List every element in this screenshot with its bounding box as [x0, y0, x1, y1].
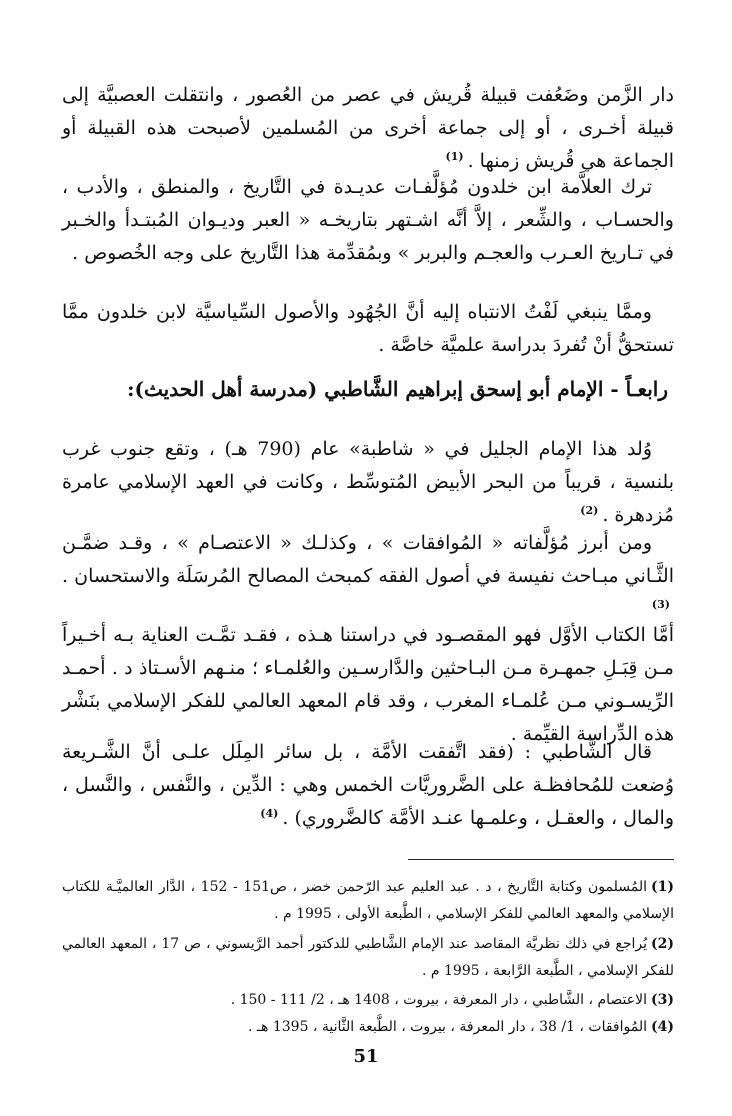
footnote-number: (3): [651, 992, 674, 1008]
footnote-reference[interactable]: (4): [260, 806, 279, 820]
body-paragraph: [62, 736, 674, 835]
footnote: [62, 874, 674, 928]
footnote-number: (1): [650, 879, 674, 895]
footnote-reference[interactable]: (3): [651, 597, 670, 611]
paragraph-text: ترك العلاَّمة ابن خلدون مُؤلَّفـات عديـدة في التَّاريخ ، والمنطق ، والأدب ، والحسـاب ، والشِّعر ، إلاَّ أنَّه اشـتهر بتاريخـه « العبر وديـوان المُبتـدأ والخـبر في تـاريخ العـرب والعجـم والبربر » وبمُقدِّمة هذا التَّاريخ على وجه الخُصوص .: [62, 176, 674, 264]
body-paragraph: [62, 296, 674, 362]
paragraph-text: وُلد هذا الإمام الجليل في « شاطبة» عام (790 هـ) ، وتقع جنوب غرب بلنسية ، قريباً من البحر الأبيض المُتوسِّط ، وكانت في العهد الإسلامي عامرة مُزدهرة .: [62, 438, 674, 526]
paragraph-text: أمَّا الكتاب الأوَّل فهو المقصـود في دراستنا هـذه ، فقـد تمَّـت العناية بـه أخـيراً مـن قِبَـلِ جمهـرة مـن البـاحثين والدَّارسـين والعُلمـاء ؛ منـهم الأسـتاذ د . أحمـد الرِّيسـوني مـن عُلمـاء المغرب ، وقد قام المعهد العالمي للفكر الإسلامي بنَشْر هذه الدِّراسة القيِّمة .: [62, 624, 674, 745]
footnote-number: (2): [651, 936, 674, 952]
body-paragraph: [62, 433, 674, 532]
paragraph-text: وممَّا ينبغي لَفْتُ الانتباه إليه أنَّ الجُهُود والأصول السِّياسيَّة لابن خلدون ممَّا تستحقُّ أنْ تُفردَ بدراسة علميَّة خاصَّة .: [62, 301, 674, 356]
paragraph-text: دار الزَّمن وضَعُفت قبيلة قُريش في عصر من العُصور ، وانتقلت العصبيَّة إلى قبيلة أخـرى ، أو إلى جماعة أخرى من المُسلمين لأصبحت هذه القبيلة أو الجماعة هي قُريش زمنها .: [62, 84, 674, 172]
paragraph-text: ومن أبرز مُؤلَّفاته « المُوافقات » ، وكذلـك « الاعتصـام » ، وقـد ضمَّـن الثَّـاني مبـاحث نفيسة في أصول الفقه كمبحث المصالح المُرسَلَة والاستحسان .: [62, 532, 674, 587]
body-paragraph: [62, 171, 674, 270]
footnote-text: المُسلمون وكتابة التَّاريخ ، د . عبد العليم عبد الرّحمن خضر ، ص151 - 152 ، الدَّار العالميَّـة للكتاب الإسلامي والمعهد العالمي للفكر الإسلامي ، الطَّبعة الأولى ، 1995 م .: [62, 879, 674, 922]
footnote: [62, 1014, 674, 1041]
body-paragraph: [62, 619, 674, 751]
footnote-number: (4): [651, 1019, 674, 1035]
footnote: [62, 931, 674, 985]
page-number: 51: [353, 1046, 379, 1067]
footnote-reference[interactable]: (1): [445, 149, 464, 163]
footnote: [62, 987, 674, 1014]
section-heading: رابعـاً - الإمام أبو إسحق إبراهيم الشَّاطبي (مدرسة أهل الحديث):: [127, 377, 668, 401]
body-paragraph: [62, 79, 674, 178]
footnote-text: يُراجع في ذلك نظريَّة المقاصد عند الإمام الشَّاطبي للدكتور أحمد الرَّيسوني ، ص 17 ، المعهد العالمي للفكر الإسلامي ، الطَّبعة الرَّابعة ، 1995 م .: [62, 936, 674, 979]
footnote-reference[interactable]: (2): [580, 503, 599, 517]
footnote-text: الاعتصام ، الشَّاطبي ، دار المعرفة ، بيروت ، 1408 هـ ، 2/ 111 - 150 .: [230, 992, 647, 1008]
paragraph-text: قال الشَّاطبي : (فقد اتَّفقت الأمَّة ، بل سائر المِلَل علـى أنَّ الشَّـريعة وُضعت للمُحافظـة على الضَّروريَّات الخمس وهي : الدِّين ، والنَّفس ، والنَّسل ، والمال ، والعقـل ، وعلمـها عنـد الأمَّة كالضَّروري) .: [62, 741, 674, 829]
footnote-text: المُوافقات ، 1/ 38 ، دار المعرفة ، بيروت ، الطَّبعة الثَّانية ، 1395 هـ .: [248, 1019, 647, 1035]
body-paragraph: [62, 527, 674, 626]
footnote-separator: [408, 859, 674, 860]
